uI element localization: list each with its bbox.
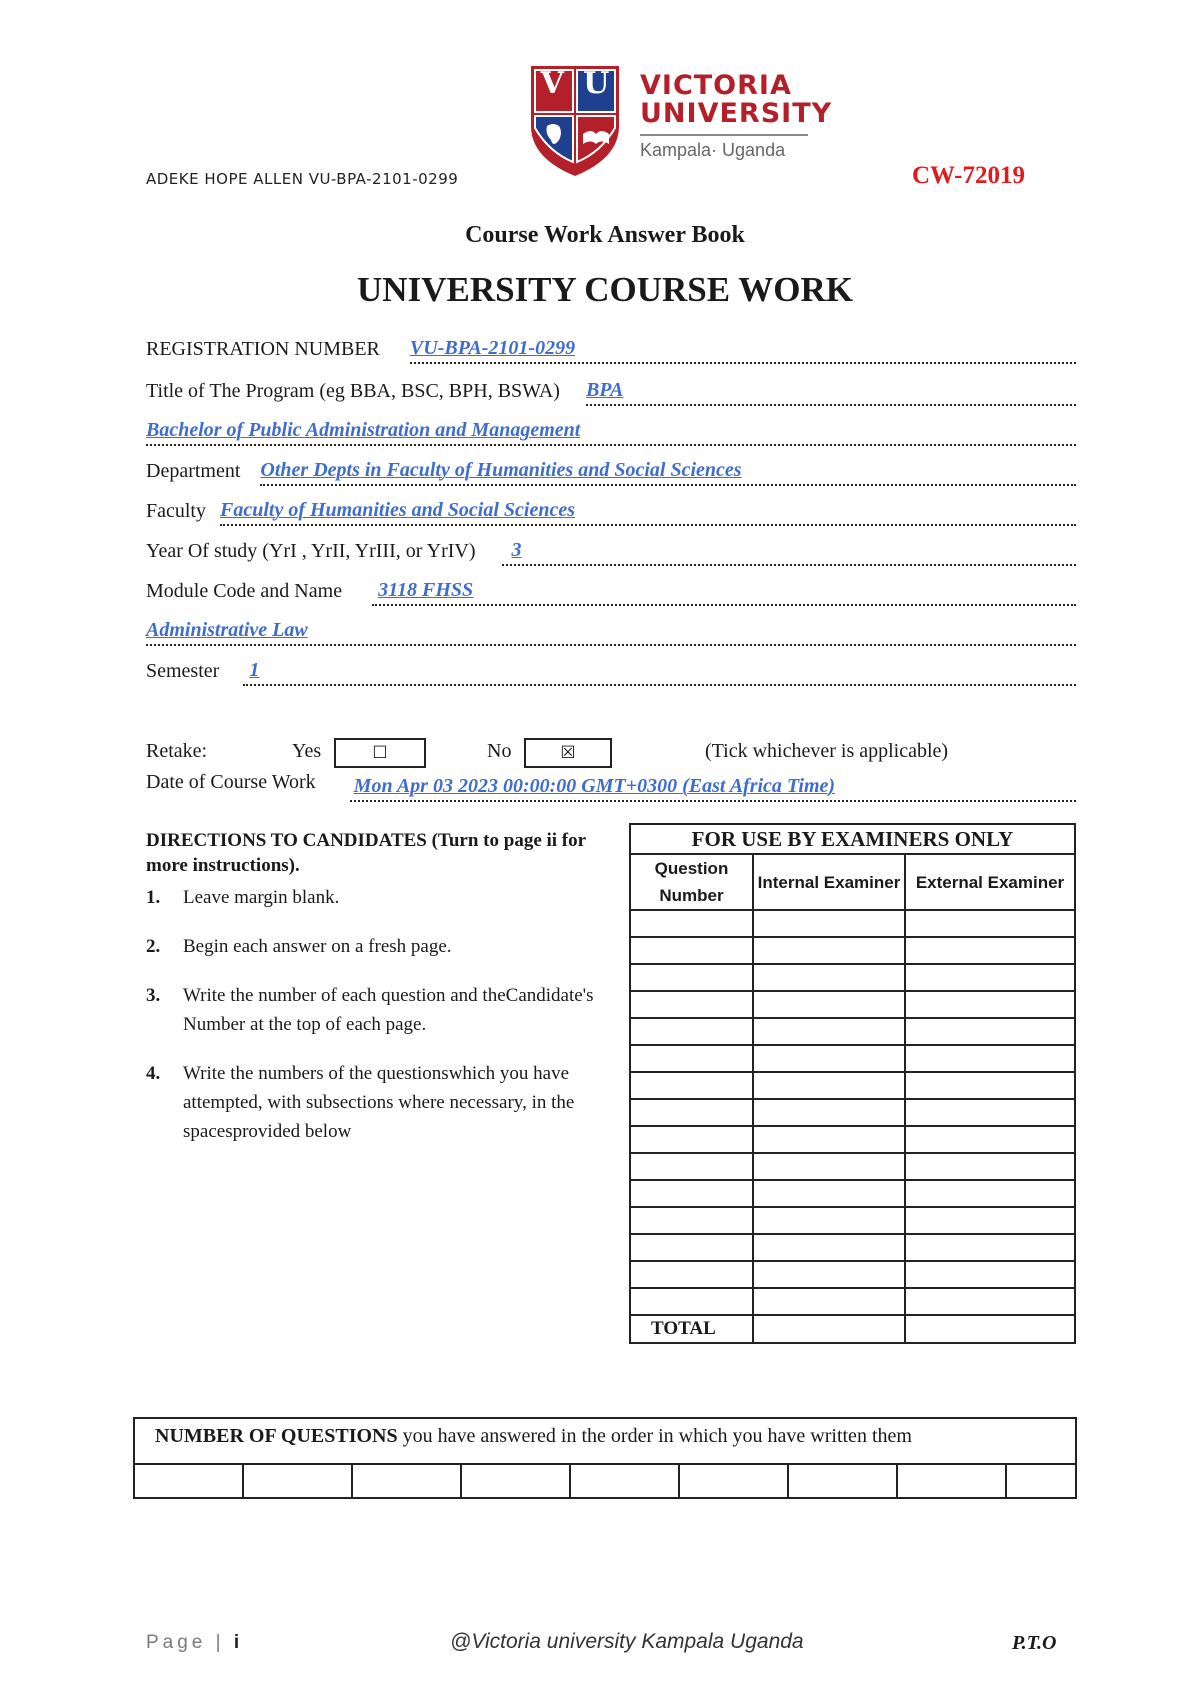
examiner-cell[interactable] bbox=[630, 1261, 753, 1288]
retake-label: Retake: bbox=[146, 740, 208, 762]
module-field[interactable] bbox=[372, 576, 1076, 606]
footer-copyright: @Victoria university Kampala Uganda bbox=[450, 1630, 804, 1653]
examiner-cell[interactable] bbox=[905, 1288, 1075, 1315]
col-external-examiner: External Examiner bbox=[905, 854, 1075, 910]
direction-number: 2. bbox=[146, 936, 161, 957]
date-value: Mon Apr 03 2023 00:00:00 GMT+0300 (East Africa Time) bbox=[353, 775, 836, 797]
registration-field[interactable] bbox=[410, 334, 1076, 364]
examiner-cell[interactable] bbox=[753, 1288, 905, 1315]
examiner-table-row bbox=[630, 937, 1075, 964]
examiner-cell[interactable] bbox=[753, 1180, 905, 1207]
program-row bbox=[146, 376, 1076, 406]
total-external-cell[interactable] bbox=[905, 1315, 1075, 1343]
examiner-table-row bbox=[630, 964, 1075, 991]
department-field[interactable] bbox=[260, 456, 1076, 486]
examiner-cell[interactable] bbox=[905, 1126, 1075, 1153]
direction-item bbox=[146, 1059, 626, 1146]
wordmark-line1: VICTORIA bbox=[640, 70, 792, 101]
page-subtitle: Course Work Answer Book bbox=[465, 222, 745, 248]
questions-answered-cells bbox=[135, 1463, 1075, 1497]
direction-text: Write the number of each question and theCandidate's Number at the top of each page. bbox=[183, 985, 594, 1035]
examiner-cell[interactable] bbox=[905, 1234, 1075, 1261]
program-value: BPA bbox=[585, 379, 624, 401]
program-label: Title of The Program (eg BBA, BSC, BPH, BSWA) bbox=[146, 380, 560, 402]
question-number-cell[interactable] bbox=[244, 1465, 353, 1497]
direction-text: Write the numbers of the questionswhich you have attempted, with subsections where necessary, in the spacesprovided below bbox=[183, 1063, 575, 1142]
examiner-cell[interactable] bbox=[905, 1045, 1075, 1072]
module-row bbox=[146, 576, 1076, 606]
direction-text: Begin each answer on a fresh page. bbox=[183, 936, 452, 957]
faculty-label: Faculty bbox=[146, 500, 206, 522]
program-full-value: Bachelor of Public Administration and Management bbox=[146, 419, 581, 441]
examiner-table-row bbox=[630, 1288, 1075, 1315]
year-value: 3 bbox=[511, 539, 522, 561]
examiner-cell[interactable] bbox=[753, 1126, 905, 1153]
question-number-cell[interactable] bbox=[680, 1465, 789, 1497]
examiner-table-row bbox=[630, 1045, 1075, 1072]
registration-value: VU-BPA-2101-0299 bbox=[409, 337, 576, 359]
footer-page-num: i bbox=[233, 1632, 240, 1653]
faculty-value: Faculty of Humanities and Social Sciences bbox=[220, 499, 576, 521]
examiner-table-row bbox=[630, 1153, 1075, 1180]
examiner-table-row bbox=[630, 1018, 1075, 1045]
examiner-cell[interactable] bbox=[630, 1018, 753, 1045]
direction-item bbox=[146, 883, 626, 912]
question-number-cell[interactable] bbox=[462, 1465, 571, 1497]
crest-letter-u: U bbox=[583, 66, 610, 101]
semester-value: 1 bbox=[249, 659, 260, 681]
year-row bbox=[146, 536, 1076, 566]
examiner-cell[interactable] bbox=[753, 937, 905, 964]
examiner-cell[interactable] bbox=[753, 1261, 905, 1288]
examiner-cell[interactable] bbox=[905, 1261, 1075, 1288]
examiner-table-row bbox=[630, 1099, 1075, 1126]
module-name-field[interactable] bbox=[146, 616, 1076, 646]
direction-number: 1. bbox=[146, 887, 161, 908]
examiner-cell[interactable] bbox=[630, 910, 753, 937]
semester-row bbox=[146, 656, 1076, 686]
retake-no-checkbox[interactable]: ☒ bbox=[524, 738, 612, 768]
page-title: UNIVERSITY COURSE WORK bbox=[357, 270, 853, 309]
examiner-cell[interactable] bbox=[753, 1018, 905, 1045]
examiner-table-row bbox=[630, 1072, 1075, 1099]
retake-yes-checkbox[interactable]: ☐ bbox=[334, 738, 426, 768]
examiner-cell[interactable] bbox=[753, 1045, 905, 1072]
questions-answered-bold: NUMBER OF QUESTIONS bbox=[155, 1425, 398, 1447]
faculty-row bbox=[146, 496, 1076, 526]
module-name-value: Administrative Law bbox=[146, 619, 308, 641]
retake-yes-label: Yes bbox=[292, 740, 322, 762]
examiner-cell[interactable] bbox=[630, 991, 753, 1018]
total-label: TOTAL bbox=[630, 1315, 753, 1343]
question-number-cell[interactable] bbox=[353, 1465, 462, 1497]
wordmark-location: Kampala· Uganda bbox=[640, 134, 808, 161]
semester-field[interactable] bbox=[243, 656, 1076, 686]
examiner-cell[interactable] bbox=[905, 1018, 1075, 1045]
module-name-row bbox=[146, 616, 1076, 646]
question-number-cell[interactable] bbox=[135, 1465, 244, 1497]
examiner-cell[interactable] bbox=[753, 991, 905, 1018]
examiner-cell[interactable] bbox=[753, 1072, 905, 1099]
coursework-code: CW-72019 bbox=[912, 162, 1025, 189]
examiner-cell[interactable] bbox=[753, 910, 905, 937]
crest-letter-v: V bbox=[540, 66, 564, 101]
directions-heading: DIRECTIONS TO CANDIDATES (Turn to page ii for more instructions). bbox=[146, 830, 586, 876]
examiner-table bbox=[629, 823, 1076, 1344]
program-full-row bbox=[146, 416, 1076, 446]
question-number-cell[interactable] bbox=[789, 1465, 898, 1497]
examiner-table-row bbox=[630, 991, 1075, 1018]
examiner-cell[interactable] bbox=[630, 1288, 753, 1315]
wordmark-line2: UNIVERSITY bbox=[640, 98, 833, 129]
questions-answered-rest: you have answered in the order in which you have written them bbox=[397, 1425, 912, 1447]
question-number-cell[interactable] bbox=[571, 1465, 680, 1497]
crest-letters bbox=[531, 66, 619, 101]
examiner-cell[interactable] bbox=[905, 937, 1075, 964]
examiner-cell[interactable] bbox=[753, 1099, 905, 1126]
semester-label: Semester bbox=[146, 660, 220, 682]
date-label: Date of Course Work bbox=[146, 771, 316, 793]
registration-row bbox=[146, 334, 1076, 364]
direction-number: 3. bbox=[146, 985, 161, 1006]
question-number-cell[interactable] bbox=[1007, 1465, 1075, 1497]
examiner-cell[interactable] bbox=[630, 1099, 753, 1126]
direction-item bbox=[146, 932, 626, 961]
col-internal-examiner: Internal Examiner bbox=[753, 854, 905, 910]
department-row bbox=[146, 456, 1076, 486]
examiner-cell[interactable] bbox=[630, 1207, 753, 1234]
col-question-number: Question Number bbox=[630, 854, 753, 910]
student-name-reg: ADEKE HOPE ALLEN VU-BPA-2101-0299 bbox=[146, 170, 459, 188]
question-number-cell[interactable] bbox=[898, 1465, 1007, 1497]
examiner-table-row bbox=[630, 910, 1075, 937]
year-field[interactable] bbox=[502, 536, 1076, 566]
year-label: Year Of study (YrI , YrII, YrIII, or YrIV) bbox=[146, 540, 476, 562]
examiner-cell[interactable] bbox=[753, 1207, 905, 1234]
footer-page-number bbox=[146, 1632, 239, 1654]
university-wordmark bbox=[640, 70, 833, 161]
examiner-cell[interactable] bbox=[630, 1153, 753, 1180]
department-label: Department bbox=[146, 460, 241, 482]
questions-answered-box bbox=[133, 1417, 1077, 1499]
examiner-table-heading: FOR USE BY EXAMINERS ONLY bbox=[630, 824, 1075, 854]
registration-label: REGISTRATION NUMBER bbox=[146, 338, 380, 360]
examiner-cell[interactable] bbox=[630, 1180, 753, 1207]
examiner-cell[interactable] bbox=[905, 964, 1075, 991]
date-field[interactable] bbox=[350, 772, 1076, 802]
program-field[interactable] bbox=[586, 376, 1076, 406]
examiner-cell[interactable] bbox=[905, 1072, 1075, 1099]
department-value: Other Depts in Faculty of Humanities and Social Sciences bbox=[260, 459, 742, 481]
directions-list bbox=[146, 883, 626, 1166]
program-full-field[interactable] bbox=[146, 416, 1076, 446]
questions-answered-title bbox=[135, 1419, 1075, 1463]
examiner-cell[interactable] bbox=[905, 1099, 1075, 1126]
date-row bbox=[146, 772, 1076, 802]
direction-text: Leave margin blank. bbox=[183, 887, 340, 908]
faculty-field[interactable] bbox=[220, 496, 1076, 526]
examiner-cell[interactable] bbox=[753, 1153, 905, 1180]
retake-no-label: No bbox=[487, 740, 512, 762]
total-internal-cell[interactable] bbox=[753, 1315, 905, 1343]
examiner-table-row bbox=[630, 1180, 1075, 1207]
examiner-cell[interactable] bbox=[630, 1072, 753, 1099]
footer-page-label: Page | bbox=[146, 1632, 225, 1653]
examiner-cell[interactable] bbox=[630, 937, 753, 964]
examiner-cell[interactable] bbox=[630, 964, 753, 991]
examiner-cell[interactable] bbox=[905, 1207, 1075, 1234]
examiner-cell[interactable] bbox=[753, 1234, 905, 1261]
examiner-cell[interactable] bbox=[630, 1126, 753, 1153]
examiner-cell[interactable] bbox=[905, 991, 1075, 1018]
direction-number: 4. bbox=[146, 1063, 161, 1084]
tick-instruction: (Tick whichever is applicable) bbox=[705, 740, 949, 762]
examiner-table-body bbox=[630, 910, 1075, 1315]
examiner-table-row bbox=[630, 1234, 1075, 1261]
direction-item bbox=[146, 981, 626, 1039]
footer-pto: P.T.O bbox=[1012, 1632, 1057, 1654]
module-value: 3118 FHSS bbox=[378, 579, 474, 601]
examiner-cell[interactable] bbox=[630, 1234, 753, 1261]
examiner-table-row bbox=[630, 1261, 1075, 1288]
examiner-cell[interactable] bbox=[753, 964, 905, 991]
examiner-table-row bbox=[630, 1126, 1075, 1153]
module-label: Module Code and Name bbox=[146, 580, 343, 602]
examiner-cell[interactable] bbox=[905, 1180, 1075, 1207]
examiner-cell[interactable] bbox=[905, 1153, 1075, 1180]
examiner-cell[interactable] bbox=[905, 910, 1075, 937]
examiner-table-row bbox=[630, 1207, 1075, 1234]
examiner-cell[interactable] bbox=[630, 1045, 753, 1072]
